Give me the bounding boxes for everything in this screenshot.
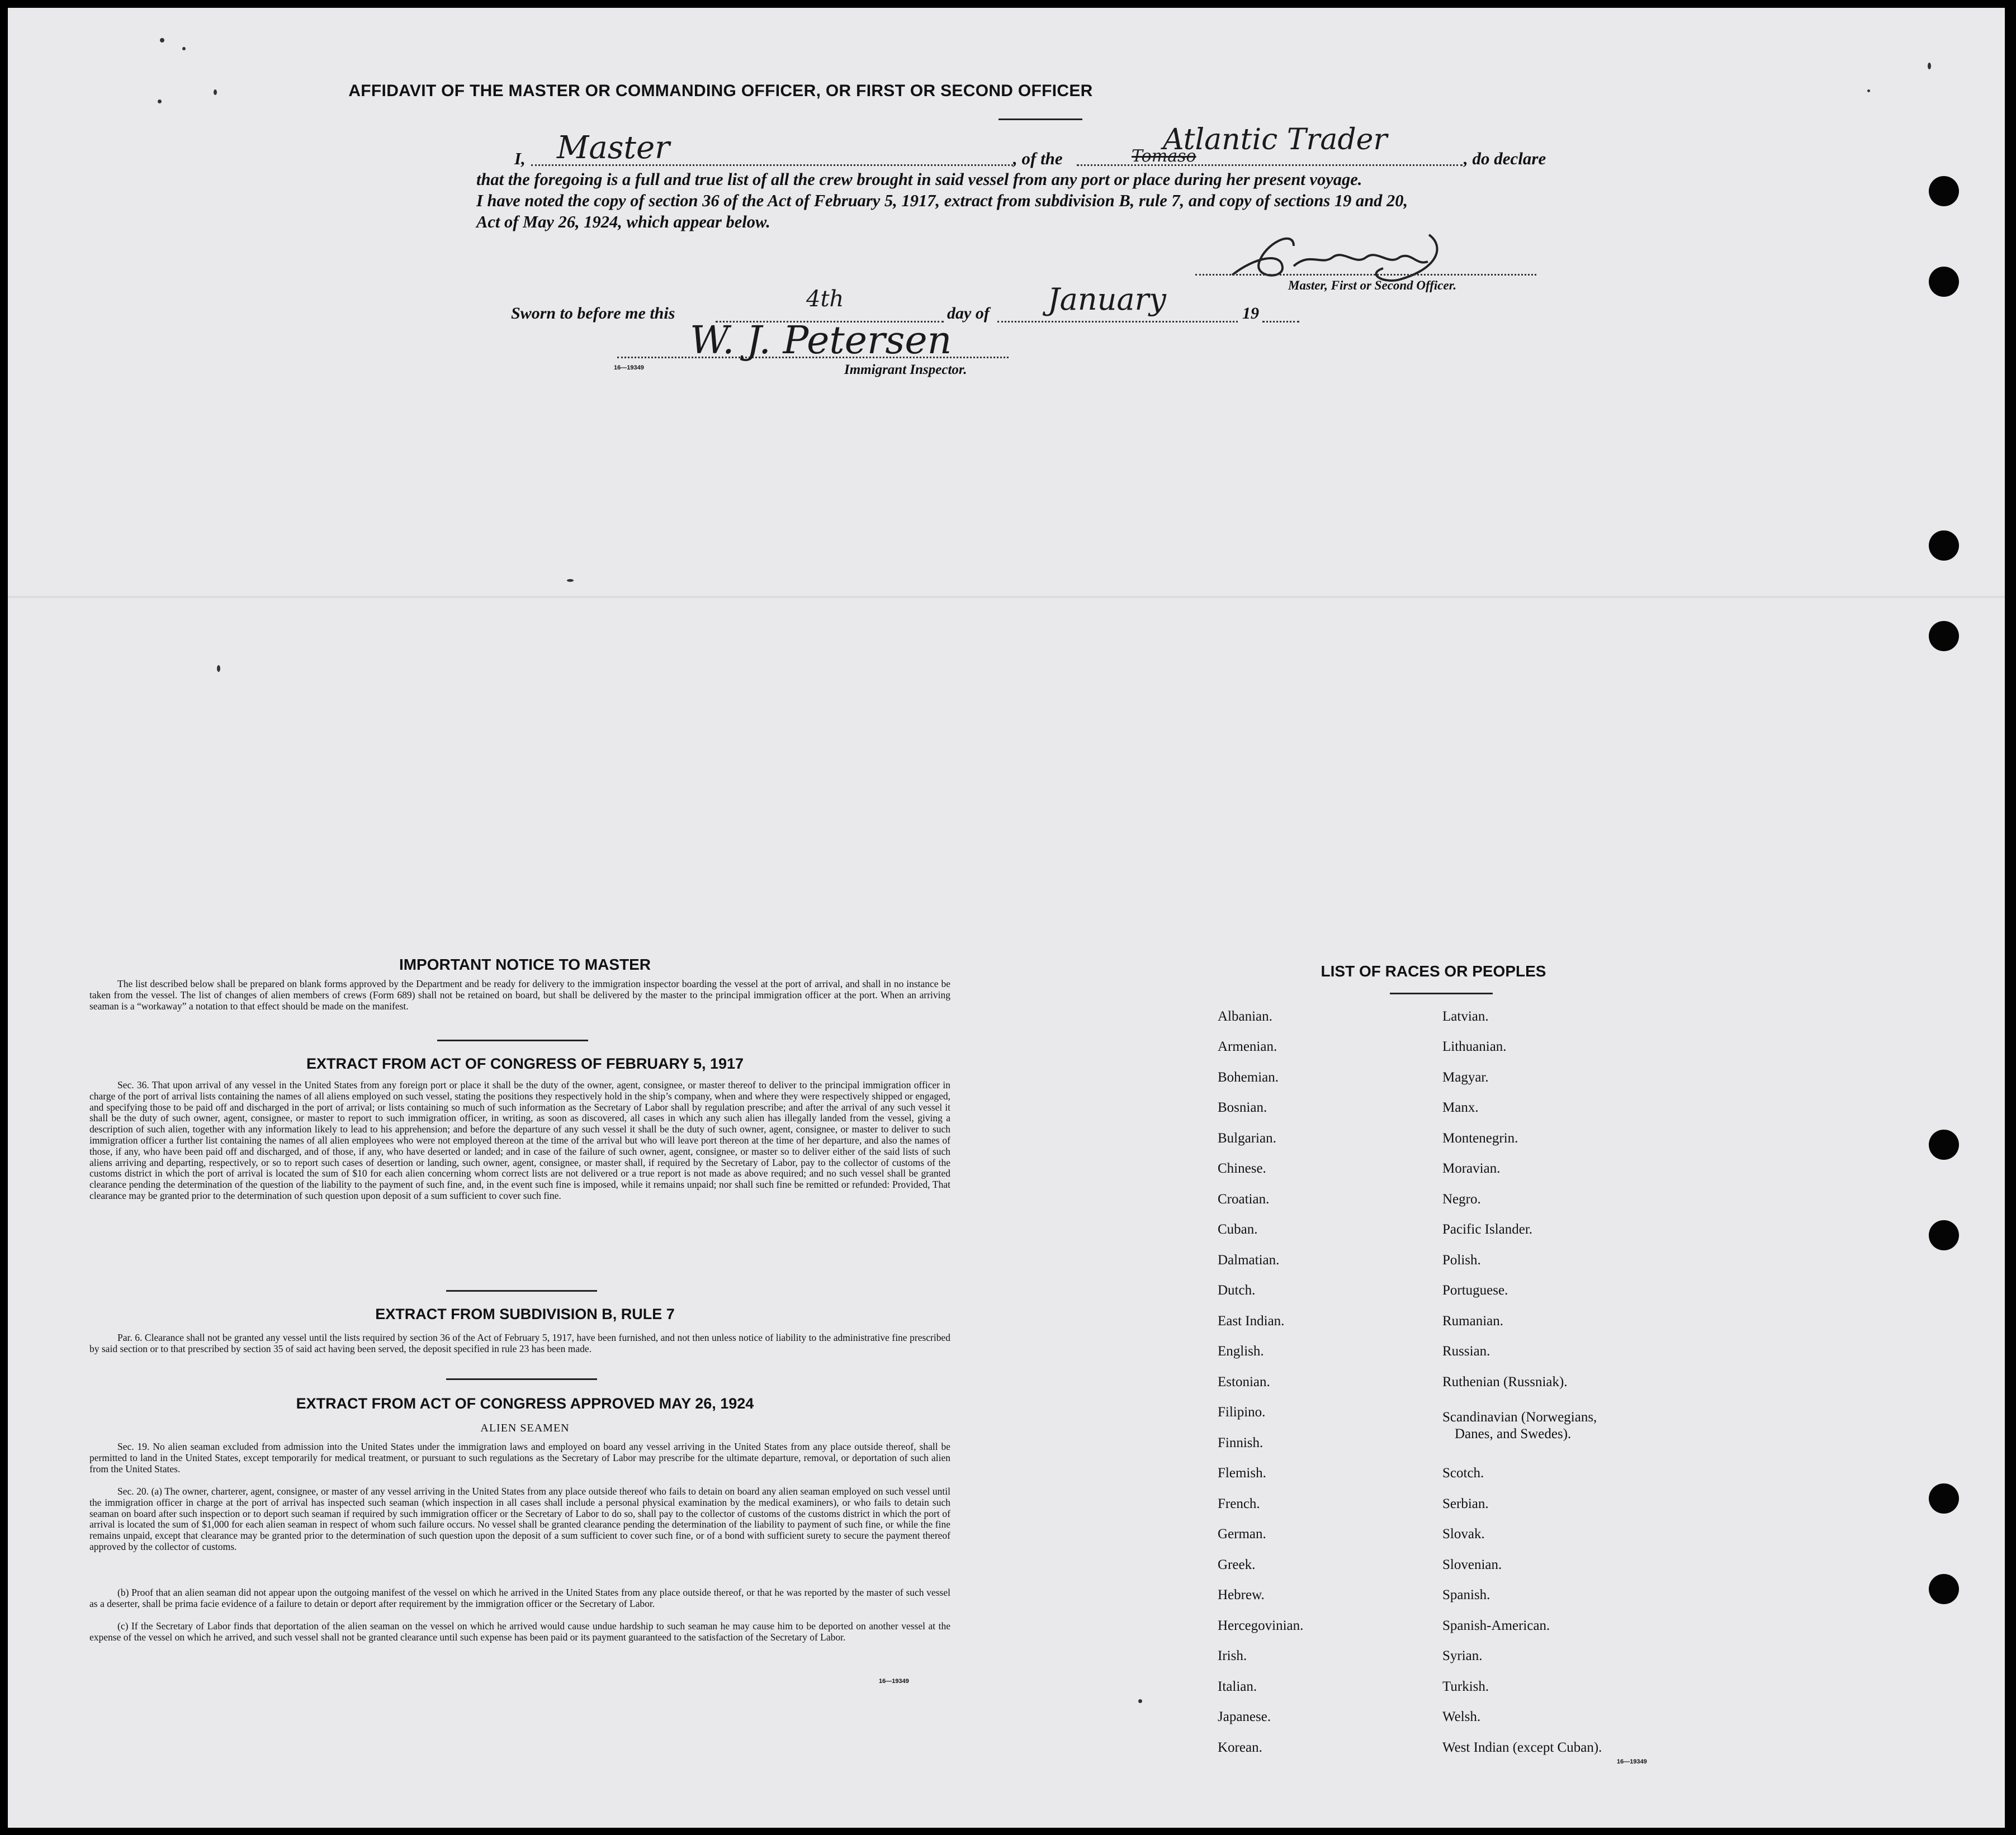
binder-hole bbox=[1929, 1130, 1959, 1160]
ink-speck bbox=[1928, 63, 1931, 69]
binder-hole bbox=[1929, 621, 1959, 651]
race-item: Cuban. bbox=[1218, 1222, 1258, 1237]
sworn-month-handwritten: January bbox=[1048, 282, 1166, 317]
ink-speck bbox=[160, 38, 164, 42]
races-form-number: 16—19349 bbox=[1617, 1758, 1647, 1765]
race-item: Portuguese. bbox=[1442, 1283, 1508, 1298]
ink-speck bbox=[217, 665, 220, 672]
race-item: Hercegovinian. bbox=[1218, 1618, 1304, 1633]
race-item: Spanish. bbox=[1442, 1587, 1490, 1602]
officer-signature-line bbox=[1195, 274, 1536, 276]
race-item: Irish. bbox=[1218, 1648, 1247, 1663]
inspector-signature: W. J. Petersen bbox=[690, 319, 952, 363]
race-item: Korean. bbox=[1218, 1740, 1262, 1755]
affidavit-line-3: I have noted the copy of section 36 of the Act of February 5, 1917, extract from subdivision B, rule 7, and copy of sections 19 and 20, bbox=[476, 191, 1408, 210]
race-item: East Indian. bbox=[1218, 1314, 1285, 1329]
race-item: Polish. bbox=[1442, 1253, 1481, 1268]
sworn-label: Sworn to before me this bbox=[511, 304, 675, 323]
race-item: Chinese. bbox=[1218, 1161, 1266, 1176]
race-item: English. bbox=[1218, 1344, 1264, 1359]
ink-speck bbox=[567, 579, 574, 582]
document-page bbox=[8, 8, 2005, 1828]
race-item: Scotch. bbox=[1442, 1466, 1484, 1481]
section-20b: (b) Proof that an alien seaman did not appear upon the outgoing manifest of the vessel on which he arrived in the United States from any place outside thereof, or that he was reported by the master of such vessel as a deserter, shall be prima facie evidence of a failure to detain or deport after requirement by the immigration officer or the Secretary of Labor. bbox=[89, 1587, 950, 1609]
inspector-caption: Immigrant Inspector. bbox=[844, 362, 967, 377]
race-item: Turkish. bbox=[1442, 1679, 1489, 1694]
race-item: Latvian. bbox=[1442, 1009, 1489, 1024]
affidavit-line-2: that the foregoing is a full and true list of all the crew brought in said vessel from any port or place during her present voyage. bbox=[476, 170, 1362, 189]
binder-hole bbox=[1929, 1483, 1959, 1514]
affidavit-form-number: 16—19349 bbox=[614, 364, 644, 371]
binder-hole bbox=[1929, 1220, 1959, 1250]
race-item: Filipino. bbox=[1218, 1405, 1266, 1420]
race-item: Scandinavian (Norwegians, bbox=[1442, 1410, 1597, 1425]
race-item: Danes, and Swedes). bbox=[1455, 1426, 1572, 1442]
sworn-day-handwritten: 4th bbox=[806, 286, 844, 312]
race-item: Slovak. bbox=[1442, 1526, 1485, 1542]
binder-hole bbox=[1929, 176, 1959, 206]
race-item: Bulgarian. bbox=[1218, 1131, 1276, 1146]
race-item: Flemish. bbox=[1218, 1466, 1266, 1481]
rank-handwritten: Master bbox=[557, 130, 670, 166]
subdivision-b-body: Par. 6. Clearance shall not be granted any vessel until the lists required by section 36 of the Act of February 5, 1917, have been furnished, and not then unless notice of liability to the administrative fine prescribed by said section or to that prescribed by section 35 of said act having been served, the deposit specified in rule 23 has been made. bbox=[89, 1332, 950, 1354]
race-item: Pacific Islander. bbox=[1442, 1222, 1533, 1237]
race-item: Syrian. bbox=[1442, 1648, 1483, 1663]
race-item: Croatian. bbox=[1218, 1192, 1270, 1207]
race-item: Bohemian. bbox=[1218, 1070, 1279, 1085]
race-item: French. bbox=[1218, 1496, 1260, 1511]
race-item: Rumanian. bbox=[1442, 1314, 1504, 1329]
extract-1924-title: EXTRACT FROM ACT OF CONGRESS APPROVED MAY 26, 1924 bbox=[296, 1395, 754, 1412]
ink-speck bbox=[1867, 89, 1870, 92]
race-item: Negro. bbox=[1442, 1192, 1481, 1207]
notice-divider bbox=[437, 1040, 588, 1041]
races-title: LIST OF RACES OR PEOPLES bbox=[1321, 962, 1546, 980]
ink-speck bbox=[1138, 1699, 1142, 1703]
of-the-label: , of the bbox=[1013, 149, 1063, 168]
year-line bbox=[1262, 321, 1299, 323]
title-divider bbox=[998, 118, 1082, 120]
race-item: Montenegrin. bbox=[1442, 1131, 1518, 1146]
extract-divider-1 bbox=[446, 1290, 597, 1292]
race-item: Italian. bbox=[1218, 1679, 1257, 1694]
notice-body: The list described below shall be prepared on blank forms approved by the Department and be ready for delivery to the immigration inspector boarding the vessel at the port of arrival, and shall in no instance be taken from the vessel. The list of changes of alien members of crews (Form 689) shall not be retained on board, but shall be delivered by the master to the principal immigration officer at the port. When an arriving seaman is a “workaway” a notation to that effect should be made on the manifest. bbox=[89, 978, 950, 1012]
section-20c: (c) If the Secretary of Labor finds that deportation of the alien seaman on the vessel on which he arrived would cause undue hardship to such seaman he may cause him to be deported on another vessel at the expense of the vessel on which he arrived, and such vessel shall not be granted clearance until such expense has been paid or its payment guaranteed to the satisfaction of the Secretary of Labor. bbox=[89, 1620, 950, 1643]
race-item: Hebrew. bbox=[1218, 1587, 1265, 1602]
affidavit-title: AFFIDAVIT OF THE MASTER OR COMMANDING OFFICER, OR FIRST OR SECOND OFFICER bbox=[348, 82, 1093, 100]
race-item: Dalmatian. bbox=[1218, 1253, 1280, 1268]
binder-hole bbox=[1929, 530, 1959, 561]
race-item: Slovenian. bbox=[1442, 1557, 1502, 1572]
race-item: Ruthenian (Russniak). bbox=[1442, 1374, 1568, 1390]
i-label: I, bbox=[514, 149, 526, 168]
race-item: Armenian. bbox=[1218, 1039, 1277, 1054]
race-item: Albanian. bbox=[1218, 1009, 1272, 1024]
race-item: Spanish-American. bbox=[1442, 1618, 1550, 1633]
year-prefix: 19 bbox=[1242, 304, 1259, 323]
notice-title: IMPORTANT NOTICE TO MASTER bbox=[399, 956, 651, 973]
race-item: West Indian (except Cuban). bbox=[1442, 1740, 1602, 1755]
race-item: Moravian. bbox=[1442, 1161, 1501, 1176]
affidavit-line-4: Act of May 26, 1924, which appear below. bbox=[476, 212, 770, 231]
race-item: Magyar. bbox=[1442, 1070, 1489, 1085]
vessel-handwritten: Atlantic Trader bbox=[1163, 123, 1388, 157]
ink-speck bbox=[182, 47, 186, 50]
race-item: German. bbox=[1218, 1526, 1266, 1542]
subdivision-b-title: EXTRACT FROM SUBDIVISION B, RULE 7 bbox=[375, 1306, 675, 1322]
extract-1917-title: EXTRACT FROM ACT OF CONGRESS OF FEBRUARY 5, 1917 bbox=[306, 1055, 744, 1072]
vessel-struck-out: Tomaso bbox=[1132, 146, 1196, 166]
race-item: Finnish. bbox=[1218, 1435, 1263, 1450]
fold-crease bbox=[8, 596, 2005, 598]
race-item: Welsh. bbox=[1442, 1709, 1481, 1724]
section-20a: Sec. 20. (a) The owner, charterer, agent, consignee, or master of any vessel arriving in the United States from any place outside thereof who fails to detain on board any alien seaman employed on such vessel until the immigration officer in charge at the port of arrival has inspected such seaman (which inspection in all cases shall include a personal physical examination by the medical examiners), or who fails to detain such seaman on board after such inspection or to deport such seaman if required by such immigration officer or the Secretary of Labor to do so, shall pay to the collector of customs of the customs district in which the port of arrival is located the sum of $1,000 for each alien seaman in respect of whom such failure occurs. No vessel shall be granted clearance pending the determination of the liability to payment of such fine, or while the fine remains unpaid, except that clearance may be granted prior to the determination of such question upon the deposit of a sum sufficient to cover such fine, or of a bond with sufficient surety to secure the payment thereof approved by the collector of customs. bbox=[89, 1486, 950, 1552]
race-item: Estonian. bbox=[1218, 1374, 1270, 1390]
extract-divider-2 bbox=[446, 1378, 597, 1380]
notice-form-number: 16—19349 bbox=[879, 1678, 909, 1685]
declare-label: , do declare bbox=[1464, 149, 1546, 168]
race-item: Russian. bbox=[1442, 1344, 1490, 1359]
officer-signature bbox=[1215, 212, 1473, 313]
race-item: Manx. bbox=[1442, 1100, 1479, 1115]
alien-seamen-subtitle: ALIEN SEAMEN bbox=[480, 1422, 570, 1434]
race-item: Dutch. bbox=[1218, 1283, 1256, 1298]
race-item: Japanese. bbox=[1218, 1709, 1271, 1724]
race-item: Serbian. bbox=[1442, 1496, 1489, 1511]
sworn-month-line bbox=[997, 321, 1238, 323]
race-item: Lithuanian. bbox=[1442, 1039, 1507, 1054]
officer-caption: Master, First or Second Officer. bbox=[1288, 278, 1457, 292]
race-item: Greek. bbox=[1218, 1557, 1256, 1572]
extract-1917-body: Sec. 36. That upon arrival of any vessel in the United States from any foreign port or place it shall be the duty of the owner, agent, consignee, or master thereof to deliver to the principal immigration officer in charge of the port of arrival lists containing the names of all aliens employed on such vessel, stating the positions they respectively hold in the ship’s company, when and where they were respectively shipped or engaged, and specifying those to be paid off and discharged in the port of arrival; or lists containing so much of such information as the Secretary of Labor shall by regulation prescribe; and after the arrival of any such vessel it shall be the duty of such owner, agent, consignee, or master to report to such immigration officer, in writing, as soon as discovered, all cases in which any such alien has illegally landed from the vessel, giving a description of such alien, together with any information likely to lead to his apprehension; and before the departure of any such vessel it shall be the duty of such owner, agent, consignee, or master to deliver to such immigration officer a further list containing the names of all alien employees who were not employed thereon at the time of the arrival but who will leave port thereon at the time of her departure, and also the names of those, if any, who have been paid off and discharged, and of those, if any, who have deserted or landed; and in case of the failure of such owner, agent, consignee, or master so to deliver either of the said lists of such aliens arriving and departing, respectively, or so to report such cases of desertion or landing, such owner, agent, consignee, or master shall, if required by the Secretary of Labor, pay to the collector of customs of the customs district in which the port of arrival is located the sum of $10 for each alien concerning whom correct lists are not delivered or a true report is not made as above required; and no such vessel shall be granted clearance pending the determination of the question of the liability to the payment of such fine, and, in the event such fine is imposed, while it remains unpaid; nor shall such fine be remitted or refunded: Provided, That clearance may be granted prior to the determination of such question upon deposit of a sum sufficient to cover such fine. bbox=[89, 1079, 950, 1201]
races-divider bbox=[1390, 993, 1493, 994]
day-of-label: day of bbox=[947, 304, 990, 323]
section-19: Sec. 19. No alien seaman excluded from admission into the United States under the immigration laws and employed on board any vessel arriving in the United States from any place outside thereof, shall be permitted to land in the United States, except temporarily for medical treatment, or pursuant to such regulations as the Secretary of Labor may prescribe for the ultimate departure, removal, or deportation of such alien from the United States. bbox=[89, 1441, 950, 1474]
binder-hole bbox=[1929, 1574, 1959, 1604]
binder-hole bbox=[1929, 267, 1959, 297]
race-item: Bosnian. bbox=[1218, 1100, 1267, 1115]
